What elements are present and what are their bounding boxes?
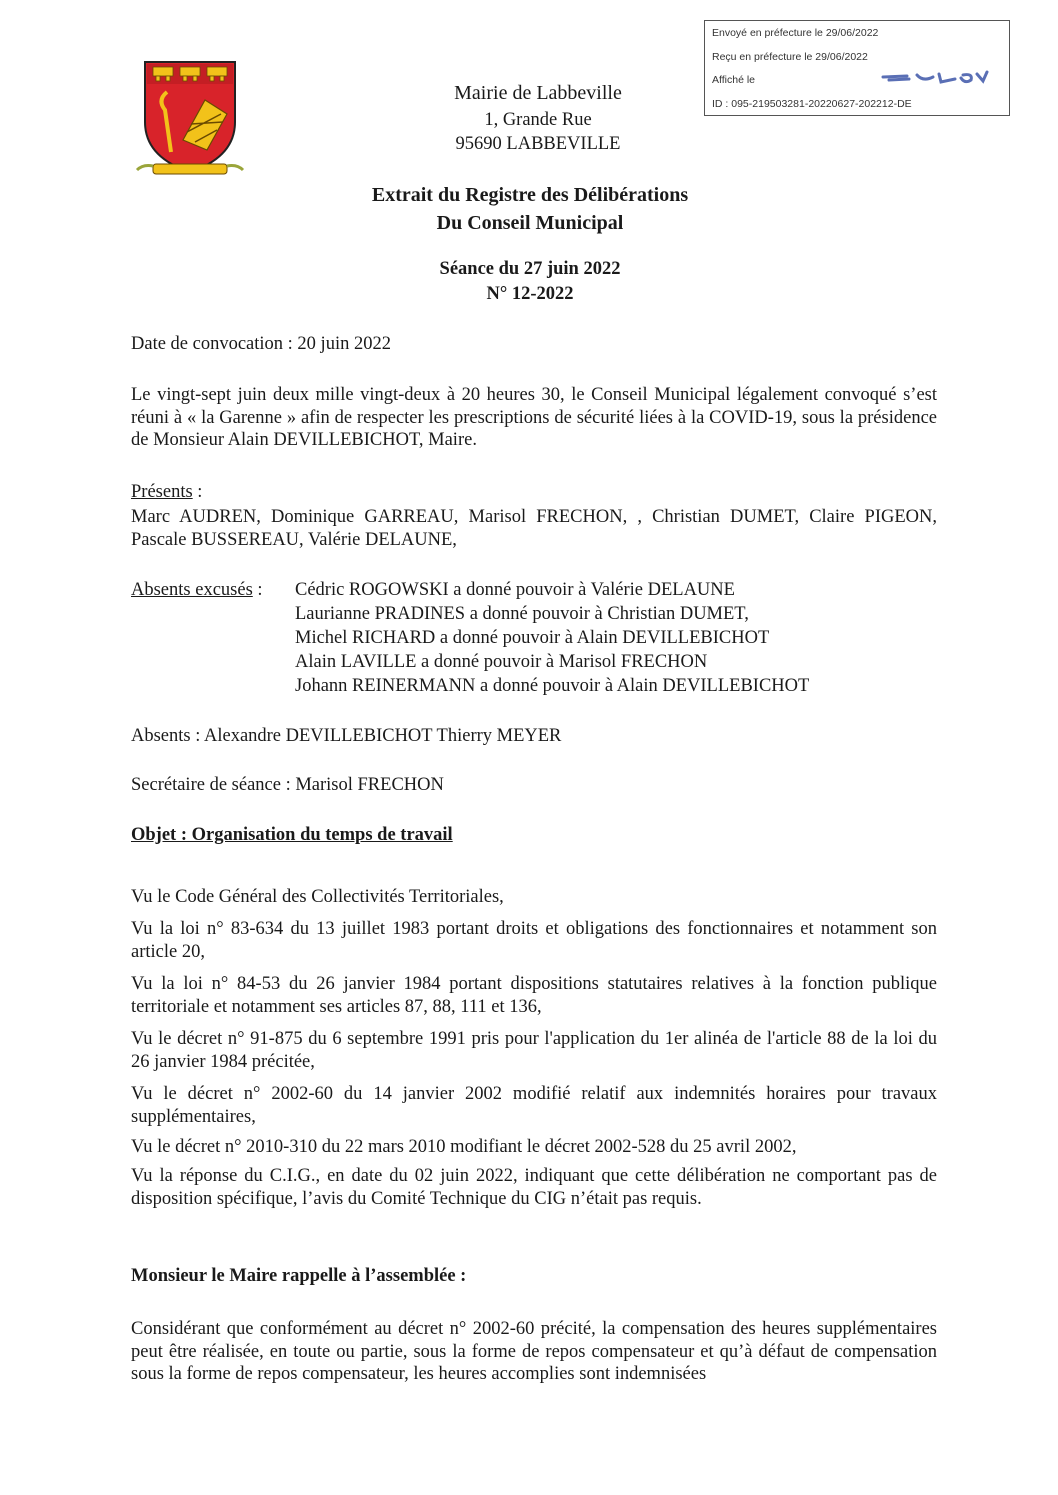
signature-icon <box>877 65 989 87</box>
stamp-id: ID : 095-219503281-20220627-202212-DE <box>712 98 912 110</box>
deliberation-number: N° 12-2022 <box>486 284 574 304</box>
proxy-line: Cédric ROGOWSKI a donné pouvoir à Valérie DELAUNE <box>295 580 735 600</box>
proxy-line: Johann REINERMANN a donné pouvoir à Alain DEVILLEBICHOT <box>295 676 810 696</box>
rappel-heading: Monsieur le Maire rappelle à l’assemblée : <box>131 1266 467 1286</box>
secretaire-line: Secrétaire de séance : Marisol FRECHON <box>131 775 444 795</box>
stamp-sent-date: Envoyé en préfecture le 29/06/2022 <box>712 27 879 39</box>
visa-item: Vu le décret n° 2010-310 du 22 mars 2010 modifiant le décret 2002-528 du 25 avril 2002, <box>131 1137 797 1157</box>
stamp-received-date: Reçu en préfecture le 29/06/2022 <box>712 51 868 63</box>
document-title: Extrait du Registre des Délibérations <box>371 184 689 206</box>
visa-item: Vu le Code Général des Collectivités Territoriales, <box>131 887 504 907</box>
proxy-line: Laurianne PRADINES a donné pouvoir à Christian DUMET, <box>295 604 749 624</box>
mairie-street: 1, Grande Rue <box>484 110 592 130</box>
considerant-paragraph: Considérant que conformément au décret n° 2002-60 précité, la compensation des heures supplémentaires peut être réalisée, en toute ou partie, sous la forme de repos compensateur et qu’à défaut de compensation sous la forme de repos compensateur, les heures accomplies sont indemnisées <box>131 1319 937 1384</box>
coat-of-arms-logo <box>135 52 245 180</box>
document-subtitle: Du Conseil Municipal <box>436 212 624 234</box>
absents-line: Absents : Alexandre DEVILLEBICHOT Thierry MEYER <box>131 726 562 746</box>
presents-label: Présents <box>131 482 193 502</box>
intro-paragraph: Le vingt-sept juin deux mille vingt-deux à 20 heures 30, le Conseil Municipal légalement convoqué s’est réuni à « la Garenne » afin de respecter les prescriptions de sécurité liées à la COVID-19, sous la présidence de Monsieur Alain DEVILLEBICHOT, Maire. <box>131 385 937 450</box>
proxy-line: Michel RICHARD a donné pouvoir à Alain DEVILLEBICHOT <box>295 628 770 648</box>
absents-excuses-heading: Absents excusés : <box>131 580 263 600</box>
visa-item: Vu le décret n° 2002-60 du 14 janvier 2002 modifié relatif aux indemnités horaires pour travaux supplémentaires, <box>131 1084 937 1127</box>
presents-heading: Présents : <box>131 482 203 502</box>
seance-date: Séance du 27 juin 2022 <box>439 259 621 279</box>
convocation-date: Date de convocation : 20 juin 2022 <box>131 334 391 354</box>
objet-heading: Objet : Organisation du temps de travail <box>131 825 453 845</box>
visa-item: Vu la loi n° 83-634 du 13 juillet 1983 portant droits et obligations des fonctionnaires et notamment son article 20, <box>131 919 937 962</box>
proxy-line: Alain LAVILLE a donné pouvoir à Marisol FRECHON <box>295 652 708 672</box>
visa-item: Vu la loi n° 84-53 du 26 janvier 1984 portant dispositions statutaires relatives à la fonction publique territoriale et notamment ses articles 87, 88, 111 et 136, <box>131 974 937 1017</box>
mairie-city: 95690 LABBEVILLE <box>455 134 621 154</box>
mairie-name: Mairie de Labbeville <box>454 82 622 104</box>
visa-item: Vu le décret n° 91-875 du 6 septembre 1991 pris pour l'application du 1er alinéa de l'article 88 de la loi du 26 janvier 1984 précitée, <box>131 1029 937 1072</box>
stamp-posted-label: Affiché le <box>712 74 755 86</box>
prefecture-stamp <box>704 20 1010 116</box>
absents-excuses-label: Absents excusés <box>131 580 253 600</box>
presents-list: Marc AUDREN, Dominique GARREAU, Marisol FRECHON, , Christian DUMET, Claire PIGEON, Pascale BUSSEREAU, Valérie DELAUNE, <box>131 507 937 550</box>
visa-item: Vu la réponse du C.I.G., en date du 02 juin 2022, indiquant que cette délibération ne comportant pas de disposition spécifique, l’avis du Comité Technique du CIG n’était pas requis. <box>131 1166 937 1209</box>
